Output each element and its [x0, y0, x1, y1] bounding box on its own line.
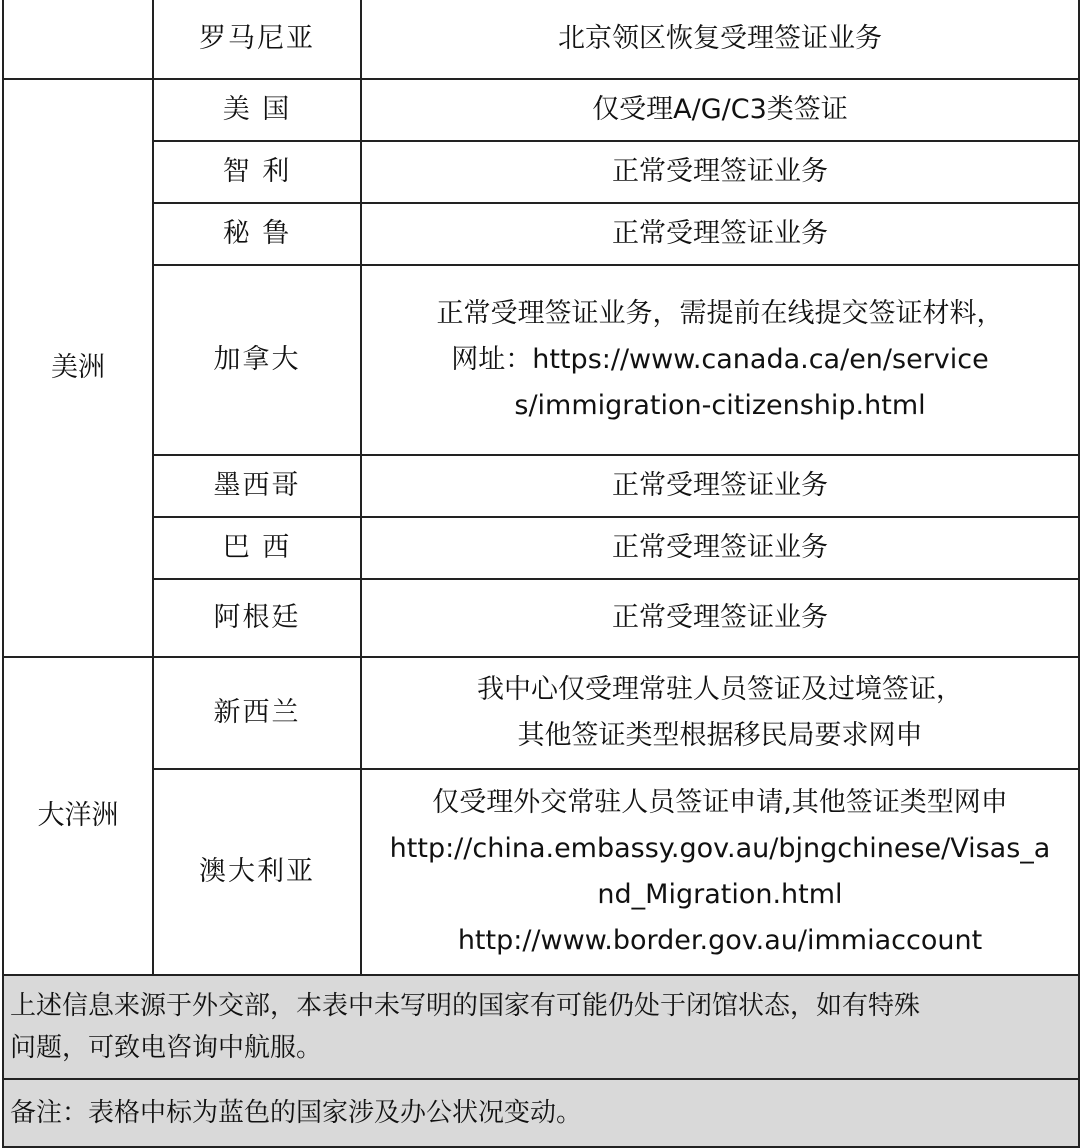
table-row: [3, 517, 1079, 579]
source-note-line: 问题，可致电咨询中航服。: [10, 1033, 323, 1063]
country-usa: 美 国: [153, 79, 361, 141]
table-row: [3, 0, 1079, 79]
region-oceania: 大洋洲: [3, 657, 153, 975]
table-row: [3, 579, 1079, 657]
source-note-line: 上述信息来源于外交部，本表中未写明的国家有可能仍处于闭馆状态，如有特殊: [10, 991, 921, 1021]
table-row: [3, 79, 1079, 141]
table-row: [3, 203, 1079, 265]
status-line: 我中心仅受理常驻人员签证及过境签证，: [477, 674, 963, 705]
status-peru: 正常受理签证业务: [361, 203, 1079, 265]
country-romania: 罗马尼亚: [153, 0, 361, 79]
status-link-line: http://www.border.gov.au/immiaccount: [457, 925, 983, 956]
status-line: 正常受理签证业务，需提前在线提交签证材料，: [436, 298, 1004, 329]
country-brazil: 巴 西: [153, 517, 361, 579]
country-new-zealand: 新西兰: [153, 657, 361, 769]
table-row: [3, 657, 1079, 769]
status-line: 其他签证类型根据移民局要求网申: [517, 720, 923, 751]
status-link-line: http://china.embassy.gov.au/bjngchinese/Visas_a: [389, 833, 1051, 864]
country-canada: 加拿大: [153, 265, 361, 455]
country-peru: 秘 鲁: [153, 203, 361, 265]
table-row: [3, 1079, 1079, 1147]
status-mexico: 正常受理签证业务: [361, 455, 1079, 517]
status-line: 仅受理外交常驻人员签证申请,其他签证类型网申: [432, 787, 1008, 818]
status-usa: 仅受理A/G/C3类签证: [361, 79, 1079, 141]
table-row: [3, 141, 1079, 203]
status-chile: 正常受理签证业务: [361, 141, 1079, 203]
source-note: [3, 975, 1079, 1079]
status-argentina: 正常受理签证业务: [361, 579, 1079, 657]
country-mexico: 墨西哥: [153, 455, 361, 517]
status-australia: [361, 769, 1079, 975]
visa-status-table: [2, 0, 1080, 1148]
status-new-zealand: [361, 657, 1079, 769]
table-row: [3, 975, 1079, 1079]
status-link-line: 网址：https://www.canada.ca/en/service: [451, 344, 989, 375]
country-australia: 澳大利亚: [153, 769, 361, 975]
status-canada: [361, 265, 1079, 455]
region-cell-empty: [3, 0, 153, 79]
country-argentina: 阿根廷: [153, 579, 361, 657]
status-link-line: nd_Migration.html: [597, 879, 843, 910]
status-brazil: 正常受理签证业务: [361, 517, 1079, 579]
country-chile: 智 利: [153, 141, 361, 203]
status-link-line: s/immigration-citizenship.html: [514, 390, 926, 421]
table-row: [3, 455, 1079, 517]
table-row: [3, 265, 1079, 455]
status-romania: 北京领区恢复受理签证业务: [361, 0, 1079, 79]
region-americas: 美洲: [3, 79, 153, 657]
remark-note: 备注：表格中标为蓝色的国家涉及办公状况变动。: [3, 1079, 1079, 1147]
table-row: [3, 769, 1079, 975]
